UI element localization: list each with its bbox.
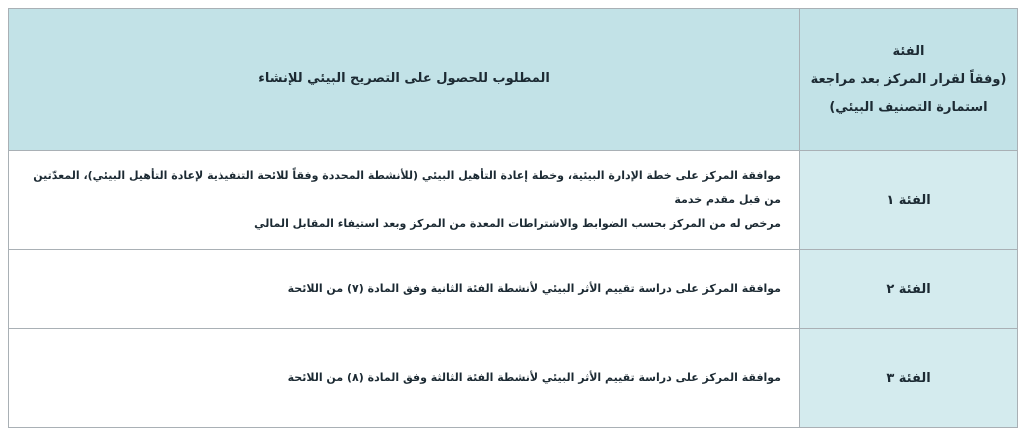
requirement-text-line: مرخص له من المركز بحسب الضوابط والاشتراطات المعدة من المركز وبعد استيفاء المقابل المالي — [254, 217, 781, 230]
category-header-line2: (وفقاً لقرار المركز بعد مراجعة — [810, 71, 1007, 87]
requirement-column-header: المطلوب للحصول على التصريح البيئي للإنشاء — [9, 9, 800, 151]
category-requirements-table — [8, 8, 1018, 428]
category-header-line3: استمارة التصنيف البيئي) — [829, 99, 988, 115]
requirement-text-line: موافقة المركز على خطة الإدارة البيئية، وخطة إعادة التأهيل البيئي (للأنشطة المحددة وفقاً للائحة التنفيذية لإعادة التأهيل البيئي)، المعدّتين من قبل مقدم خدمة — [33, 169, 781, 206]
table-row — [9, 250, 1018, 329]
requirement-cell — [9, 151, 800, 250]
requirement-text-line: موافقة المركز على دراسة تقييم الأثر البيئي لأنشطة الفئة الثانية وفق المادة (٧) من اللائحة — [287, 282, 781, 295]
category-cell: الفئة ٣ — [800, 329, 1018, 428]
table-row — [9, 329, 1018, 428]
category-cell: الفئة ١ — [800, 151, 1018, 250]
requirement-cell — [9, 250, 800, 329]
table-row — [9, 151, 1018, 250]
requirement-cell — [9, 329, 800, 428]
category-cell: الفئة ٢ — [800, 250, 1018, 329]
category-column-header — [800, 9, 1018, 151]
table-header-row — [9, 9, 1018, 151]
category-table-container — [8, 8, 1018, 428]
requirement-text-line: موافقة المركز على دراسة تقييم الأثر البيئي لأنشطة الفئة الثالثة وفق المادة (٨) من اللائحة — [287, 371, 781, 384]
category-header-line1: الفئة — [892, 43, 925, 59]
